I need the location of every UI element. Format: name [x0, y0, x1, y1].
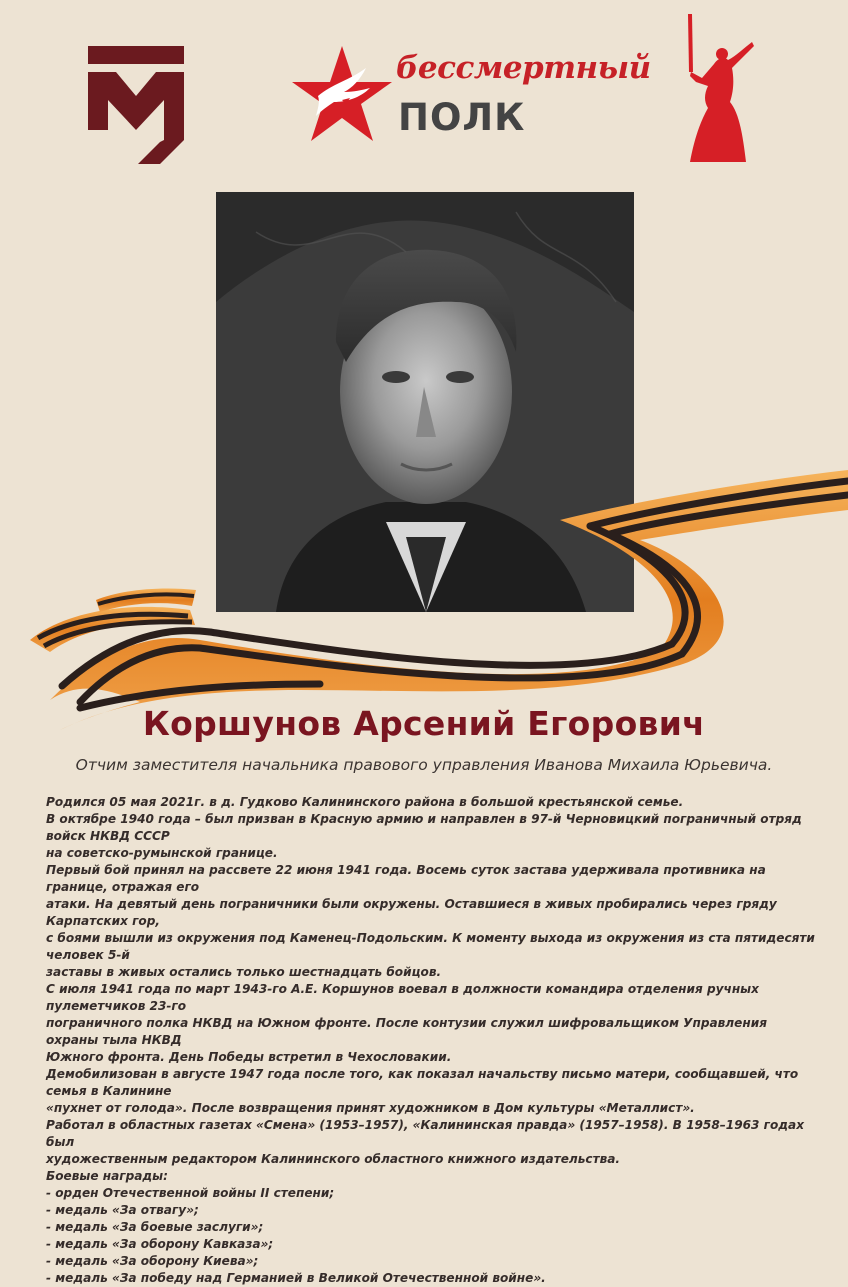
bio-line: Работал в областных газетах «Смена» (1953–1957), «Калининская правда» (1957–1958). В 1958–1963 годах был [46, 1118, 805, 1149]
biography [46, 794, 816, 1287]
award-item: - медаль «За оборону Киева»; [46, 1254, 259, 1268]
st-george-ribbon [0, 440, 848, 740]
award-item: - медаль «За победу над Германией в Великой Отечественной войне». [46, 1271, 546, 1285]
immortal-regiment-logo [288, 44, 651, 152]
bio-line: Первый бой принял на рассвете 22 июня 1941 года. Восемь суток застава удерживала противника на границе, отражая его [46, 863, 766, 894]
award-item: - медаль «За боевые заслуги»; [46, 1220, 264, 1234]
logo-text-line1: бессмертный [396, 50, 651, 86]
bio-line: Демобилизован в августе 1947 года после того, как показал начальству письмо матери, сообщавшей, что семья в Калинине [46, 1067, 799, 1098]
awards-heading: Боевые награды: [46, 1169, 168, 1183]
bio-line: «пухнет от голода». После возвращения принят художником в Дом культуры «Металлист». [46, 1101, 695, 1115]
person-relation: Отчим заместителя начальника правового управления Иванова Михаила Юрьевича. [75, 756, 773, 774]
tm-monogram-logo [86, 44, 186, 166]
award-item: - медаль «За отвагу»; [46, 1203, 199, 1217]
logo-text-line2: ПОЛК [398, 96, 526, 139]
bio-line: С июля 1941 года по март 1943-го А.Е. Коршунов воевал в должности командира отделения ручных пулеметчиков 23-го [46, 982, 759, 1013]
immortal-regiment-star-icon [288, 44, 396, 146]
bio-line: Южного фронта. День Победы встретил в Чехословакии. [46, 1050, 452, 1064]
bio-line: пограничного полка НКВД на Южном фронте. После контузии служил шифровальщиком Управления охраны тыла НКВД [46, 1016, 767, 1047]
motherland-calls-statue-logo [682, 12, 754, 164]
bio-line: Родился 05 мая 2021г. в д. Гудково Калининского района в большой крестьянской семье. [46, 795, 684, 809]
award-item: - орден Отечественной войны II степени; [46, 1186, 335, 1200]
bio-line: художественным редактором Калининского областного книжного издательства. [46, 1152, 620, 1166]
bio-line: с боями вышли из окружения под Каменец-Подольским. К моменту выхода из окружения из ста пятидесяти человек 5-й [46, 931, 815, 962]
person-name: Коршунов Арсений Егорович [142, 704, 706, 743]
bio-line: заставы в живых остались только шестнадцать бойцов. [46, 965, 442, 979]
bio-line: В октябре 1940 года – был призван в Красную армию и направлен в 97-й Черновицкий пограничный отряд войск НКВД СССР [46, 812, 802, 843]
award-item: - медаль «За оборону Кавказа»; [46, 1237, 274, 1251]
bio-line: на советско-румынской границе. [46, 846, 278, 860]
bio-line: атаки. На девятый день пограничники были окружены. Оставшиеся в живых пробирались через гряду Карпатских гор, [46, 897, 777, 928]
